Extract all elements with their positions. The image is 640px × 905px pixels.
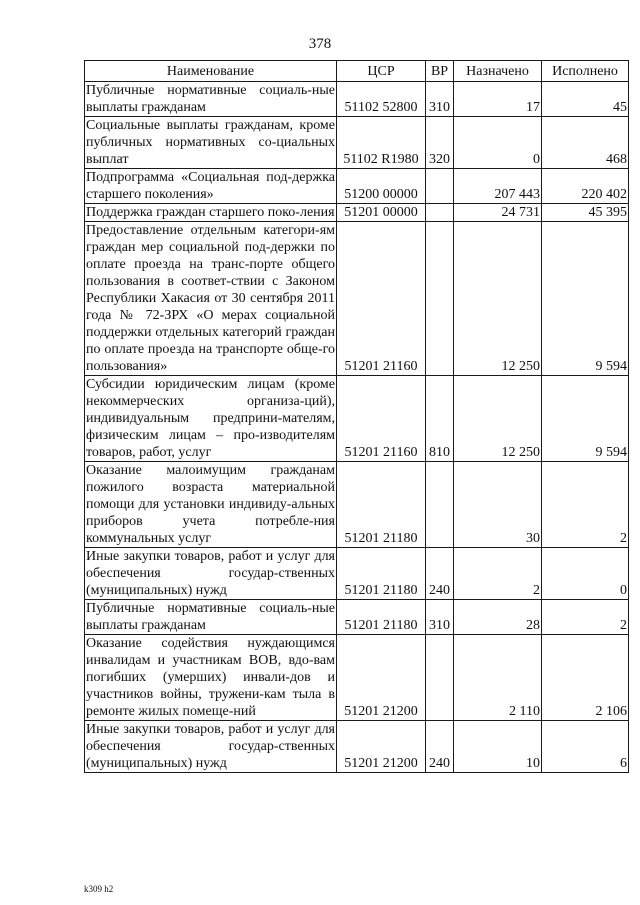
table-row <box>85 376 629 462</box>
table-row <box>85 600 629 635</box>
row-vr <box>426 204 454 222</box>
header-executed: Исполнено <box>542 61 629 82</box>
row-assigned: 12 250 <box>454 222 542 376</box>
row-csr: 51201 21180 <box>337 600 426 635</box>
row-name: Социальные выплаты гражданам, кроме публичных нормативных со-циальных выплат <box>86 118 335 167</box>
header-csr: ЦСР <box>337 61 426 82</box>
row-assigned: 10 <box>454 721 542 773</box>
table-row <box>85 721 629 773</box>
row-executed: 6 <box>542 721 629 773</box>
row-vr: 240 <box>426 721 454 773</box>
footer-code: k309 h2 <box>84 884 114 894</box>
row-executed: 220 402 <box>542 169 629 204</box>
row-name: Предоставление отдельным категори-ям граждан мер социальной под-держки по оплате проезда на транс-порте общего пользования в соответ-ствии с Законом Республики Хакасия от 30 сентября 2011 года № 72-ЗРХ «О мерах социальной поддержки отдельных категорий граждан по оплате проезда на транспорте обще-го пользования» <box>86 223 335 374</box>
header-vr: ВР <box>426 61 454 82</box>
row-csr: 51201 21180 <box>337 462 426 548</box>
page-number: 378 <box>308 36 332 52</box>
row-vr <box>426 635 454 721</box>
table-row <box>85 635 629 721</box>
row-executed: 45 395 <box>542 204 629 222</box>
table-row <box>85 462 629 548</box>
header-assigned: Назначено <box>454 61 542 82</box>
row-vr: 320 <box>426 117 454 169</box>
row-assigned: 207 443 <box>454 169 542 204</box>
row-csr: 51201 21200 <box>337 635 426 721</box>
table-row <box>85 117 629 169</box>
row-csr: 51201 21160 <box>337 376 426 462</box>
row-assigned: 28 <box>454 600 542 635</box>
row-name: Публичные нормативные социаль-ные выплаты гражданам <box>86 83 335 115</box>
table-header-row <box>85 61 629 82</box>
row-vr: 240 <box>426 548 454 600</box>
table-row <box>85 222 629 376</box>
row-name: Публичные нормативные социаль-ные выплаты гражданам <box>86 601 335 633</box>
table-row <box>85 548 629 600</box>
row-name: Подпрограмма «Социальная под-держка старшего поколения» <box>86 170 335 202</box>
row-name: Поддержка граждан старшего поко-ления <box>86 205 335 220</box>
row-name: Оказание содействия нуждающимся инвалидам и участникам ВОВ, вдо-вам погибших (умерших) инвали-дов и участников войны, тружени-кам тыла в ремонте жилых помеще-ний <box>86 636 335 719</box>
table-row <box>85 169 629 204</box>
row-name: Иные закупки товаров, работ и услуг для обеспечения государ-ственных (муниципальных) нужд <box>86 722 335 771</box>
row-assigned: 12 250 <box>454 376 542 462</box>
row-csr: 51200 00000 <box>337 169 426 204</box>
row-executed: 0 <box>542 548 629 600</box>
table-row <box>85 82 629 117</box>
row-vr <box>426 462 454 548</box>
row-vr: 310 <box>426 600 454 635</box>
row-executed: 2 <box>542 462 629 548</box>
row-executed: 468 <box>542 117 629 169</box>
row-name: Субсидии юридическим лицам (кроме некоммерческих организа-ций), индивидуальным предприни-мателям, физическим лицам – про-изводителям товаров, работ, услуг <box>86 377 335 460</box>
row-csr: 51102 R1980 <box>337 117 426 169</box>
budget-table <box>84 60 629 773</box>
row-executed: 2 106 <box>542 635 629 721</box>
row-csr: 51201 21180 <box>337 548 426 600</box>
row-assigned: 24 731 <box>454 204 542 222</box>
row-assigned: 0 <box>454 117 542 169</box>
row-executed: 2 <box>542 600 629 635</box>
row-vr: 310 <box>426 82 454 117</box>
row-csr: 51102 52800 <box>337 82 426 117</box>
row-vr <box>426 222 454 376</box>
table-row <box>85 204 629 222</box>
row-vr: 810 <box>426 376 454 462</box>
row-assigned: 2 110 <box>454 635 542 721</box>
row-name: Оказание малоимущим гражданам пожилого возраста материальной помощи для установки индивиду-альных приборов учета потребле-ния коммунальных услуг <box>86 463 335 546</box>
row-assigned: 2 <box>454 548 542 600</box>
header-name: Наименование <box>85 61 337 82</box>
row-csr: 51201 00000 <box>337 204 426 222</box>
row-executed: 9 594 <box>542 222 629 376</box>
row-name: Иные закупки товаров, работ и услуг для обеспечения государ-ственных (муниципальных) нужд <box>86 549 335 598</box>
row-executed: 45 <box>542 82 629 117</box>
row-csr: 51201 21200 <box>337 721 426 773</box>
row-assigned: 30 <box>454 462 542 548</box>
row-vr <box>426 169 454 204</box>
row-executed: 9 594 <box>542 376 629 462</box>
row-assigned: 17 <box>454 82 542 117</box>
row-csr: 51201 21160 <box>337 222 426 376</box>
